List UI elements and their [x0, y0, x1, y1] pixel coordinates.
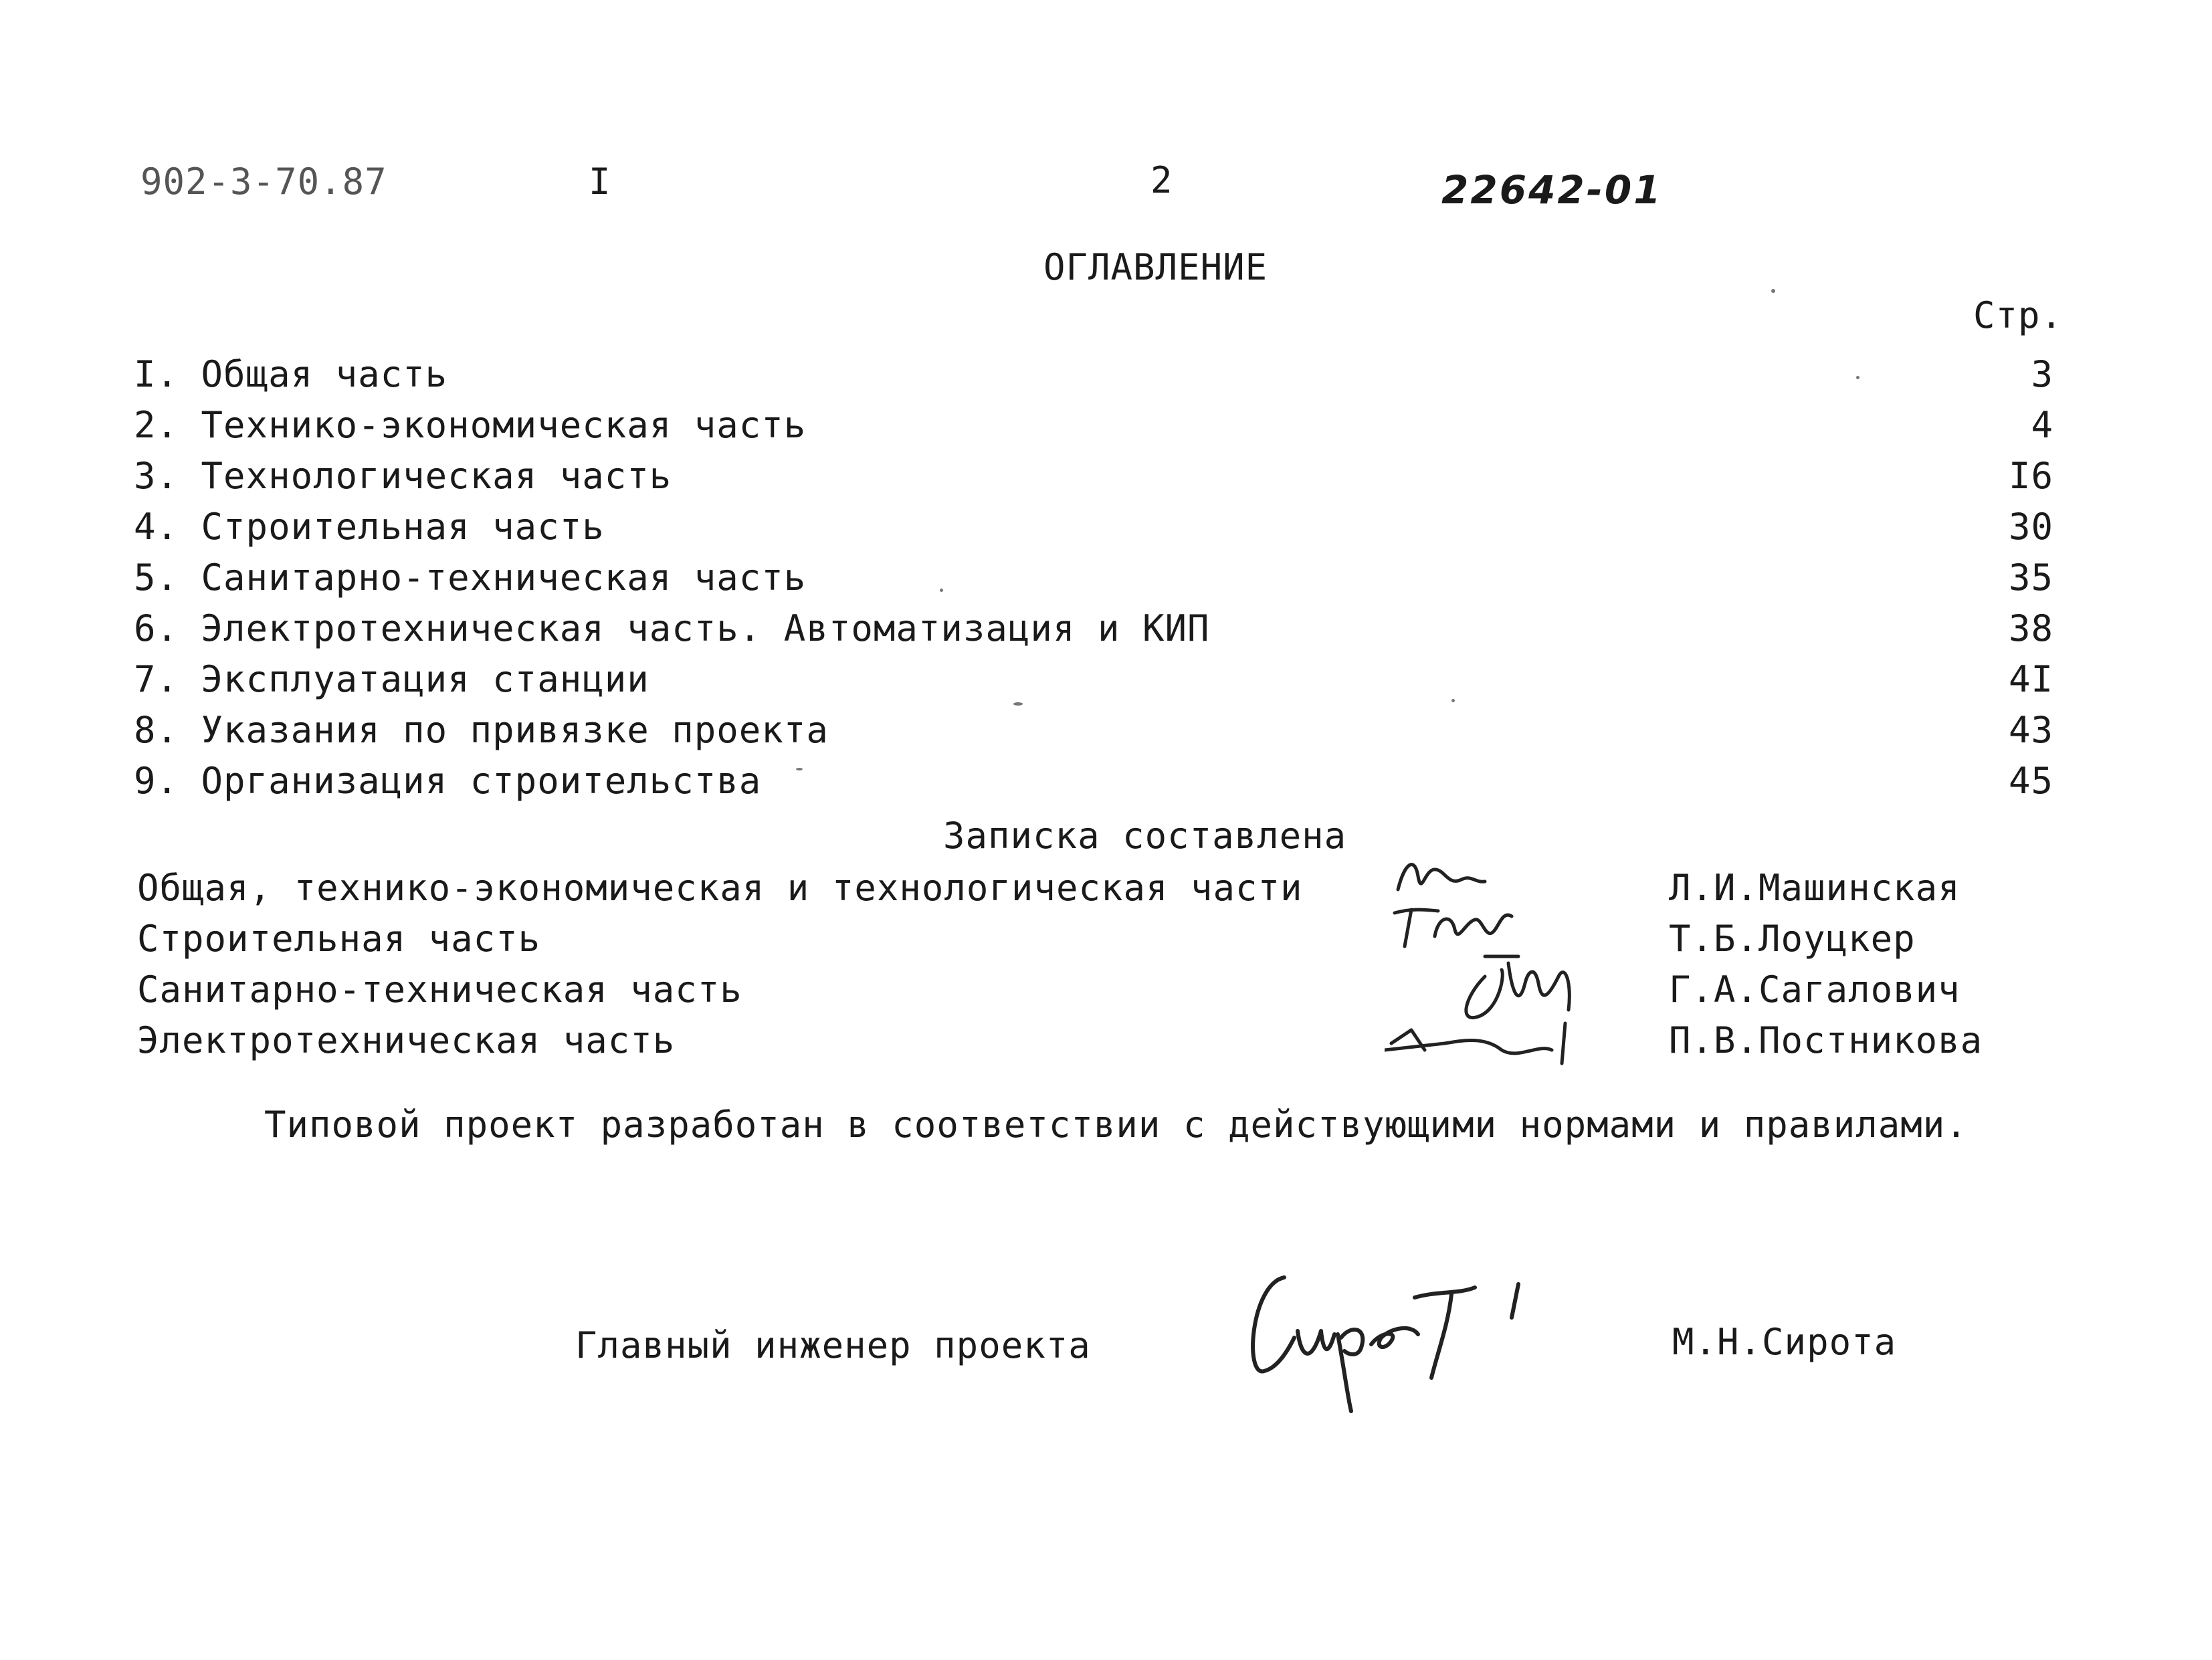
chief-engineer-signature — [1237, 1257, 1585, 1418]
toc-item-page: 35 — [2008, 556, 2053, 599]
toc-item — [134, 658, 2074, 709]
toc-item — [134, 709, 2074, 760]
toc-item — [134, 556, 2074, 607]
album-number: I — [589, 161, 611, 203]
scan-speck — [1013, 702, 1023, 706]
author-section: Общая, технико-экономическая и технологическая части — [137, 867, 1303, 909]
author-section: Электротехническая часть — [137, 1019, 676, 1061]
toc-title: ОГЛАВЛЕНИЕ — [1043, 246, 1268, 288]
scan-speck — [796, 768, 803, 770]
toc-item-page: I6 — [2008, 455, 2053, 497]
toc-item — [134, 404, 2074, 455]
toc-item-page: 38 — [2008, 607, 2053, 649]
toc-item-label: 3. Технологическая часть — [134, 455, 672, 497]
authors-signatures — [1385, 849, 1625, 1077]
toc-item-label: 4. Строительная часть — [134, 506, 605, 548]
author-name: П.В.Постникова — [1669, 1019, 1983, 1061]
norms-compliance-note: Типовой проект разработан в соответствии с действующими нормами и правилами. — [264, 1104, 1968, 1146]
toc-item — [134, 607, 2074, 658]
inventory-number: 22642-01 — [1441, 167, 1663, 213]
author-name: Л.И.Машинская — [1669, 867, 1960, 909]
author-section: Строительная часть — [137, 918, 541, 960]
page-number: 2 — [1150, 159, 1173, 201]
author-name: Т.Б.Лоуцкер — [1669, 918, 1916, 960]
author-row — [137, 968, 2010, 1019]
document-code: 902-3-70.87 — [140, 161, 387, 203]
author-name: Г.А.Сагалович — [1669, 968, 1960, 1011]
toc-item-page: 45 — [2008, 760, 2053, 802]
toc-item — [134, 455, 2074, 506]
scan-speck — [1771, 289, 1775, 293]
author-row — [137, 918, 2010, 968]
compiled-by-title: Записка составлена — [943, 815, 1347, 857]
toc-item-page: 43 — [2008, 709, 2053, 751]
scan-speck — [940, 589, 943, 592]
toc-item — [134, 353, 2074, 404]
toc-item-page: 4 — [2031, 404, 2053, 446]
page-column-label: Стр. — [1973, 294, 2064, 336]
toc-item — [134, 506, 2074, 556]
author-section: Санитарно-техническая часть — [137, 968, 742, 1011]
toc-item-page: 30 — [2008, 506, 2053, 548]
chief-engineer-name: М.Н.Сирота — [1672, 1321, 1897, 1363]
toc-item-label: 7. Эксплуатация станции — [134, 658, 649, 700]
scan-speck — [1856, 376, 1859, 379]
toc-item-label: 6. Электротехническая часть. Автоматизация и КИП — [134, 607, 1210, 649]
scan-speck — [1451, 699, 1455, 702]
toc-item-label: 9. Организация строительства — [134, 760, 762, 802]
chief-engineer-title: Главный инженер проекта — [575, 1324, 1091, 1366]
toc-item-label: 2. Технико-экономическая часть — [134, 404, 807, 446]
author-row — [137, 1019, 2010, 1070]
toc-item-label: 8. Указания по привязке проекта — [134, 709, 829, 751]
toc-item-page: 4I — [2008, 658, 2053, 700]
toc-item — [134, 760, 2074, 811]
author-row — [137, 867, 2010, 918]
toc-list — [134, 353, 2074, 811]
authors-list — [137, 867, 2010, 1070]
toc-item-label: I. Общая часть — [134, 353, 448, 395]
toc-item-label: 5. Санитарно-техническая часть — [134, 556, 807, 599]
toc-item-page: 3 — [2031, 353, 2053, 395]
